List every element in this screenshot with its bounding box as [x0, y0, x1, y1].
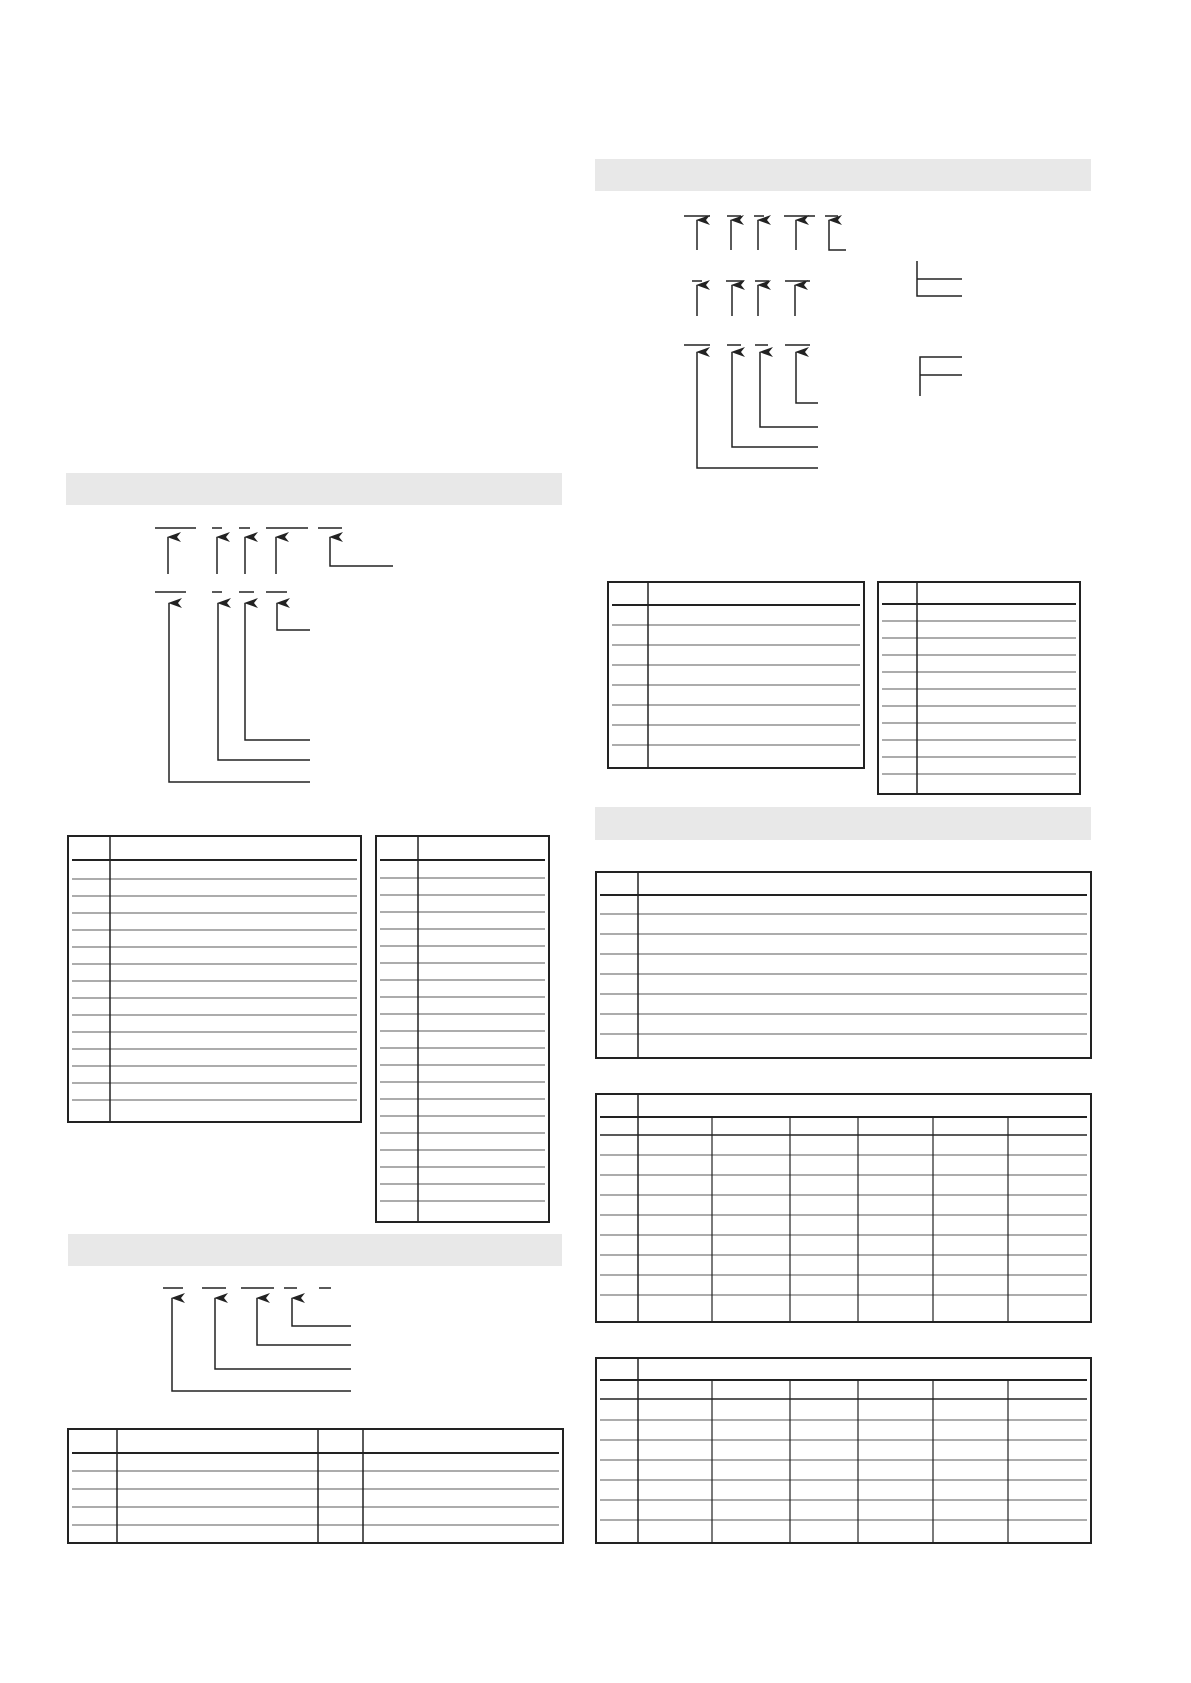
table-right-1	[608, 582, 864, 768]
code-diagram-left	[155, 528, 393, 782]
table-left-2	[376, 836, 549, 1222]
table-left-1	[68, 836, 361, 1122]
table-right-2	[878, 582, 1080, 794]
table-left-3	[68, 1429, 563, 1543]
table-right-5	[596, 1358, 1091, 1543]
table-right-4	[596, 1094, 1091, 1322]
code-diagram-right	[684, 216, 962, 468]
code-diagram-left-bottom	[163, 1288, 351, 1391]
table-right-3	[596, 872, 1091, 1058]
